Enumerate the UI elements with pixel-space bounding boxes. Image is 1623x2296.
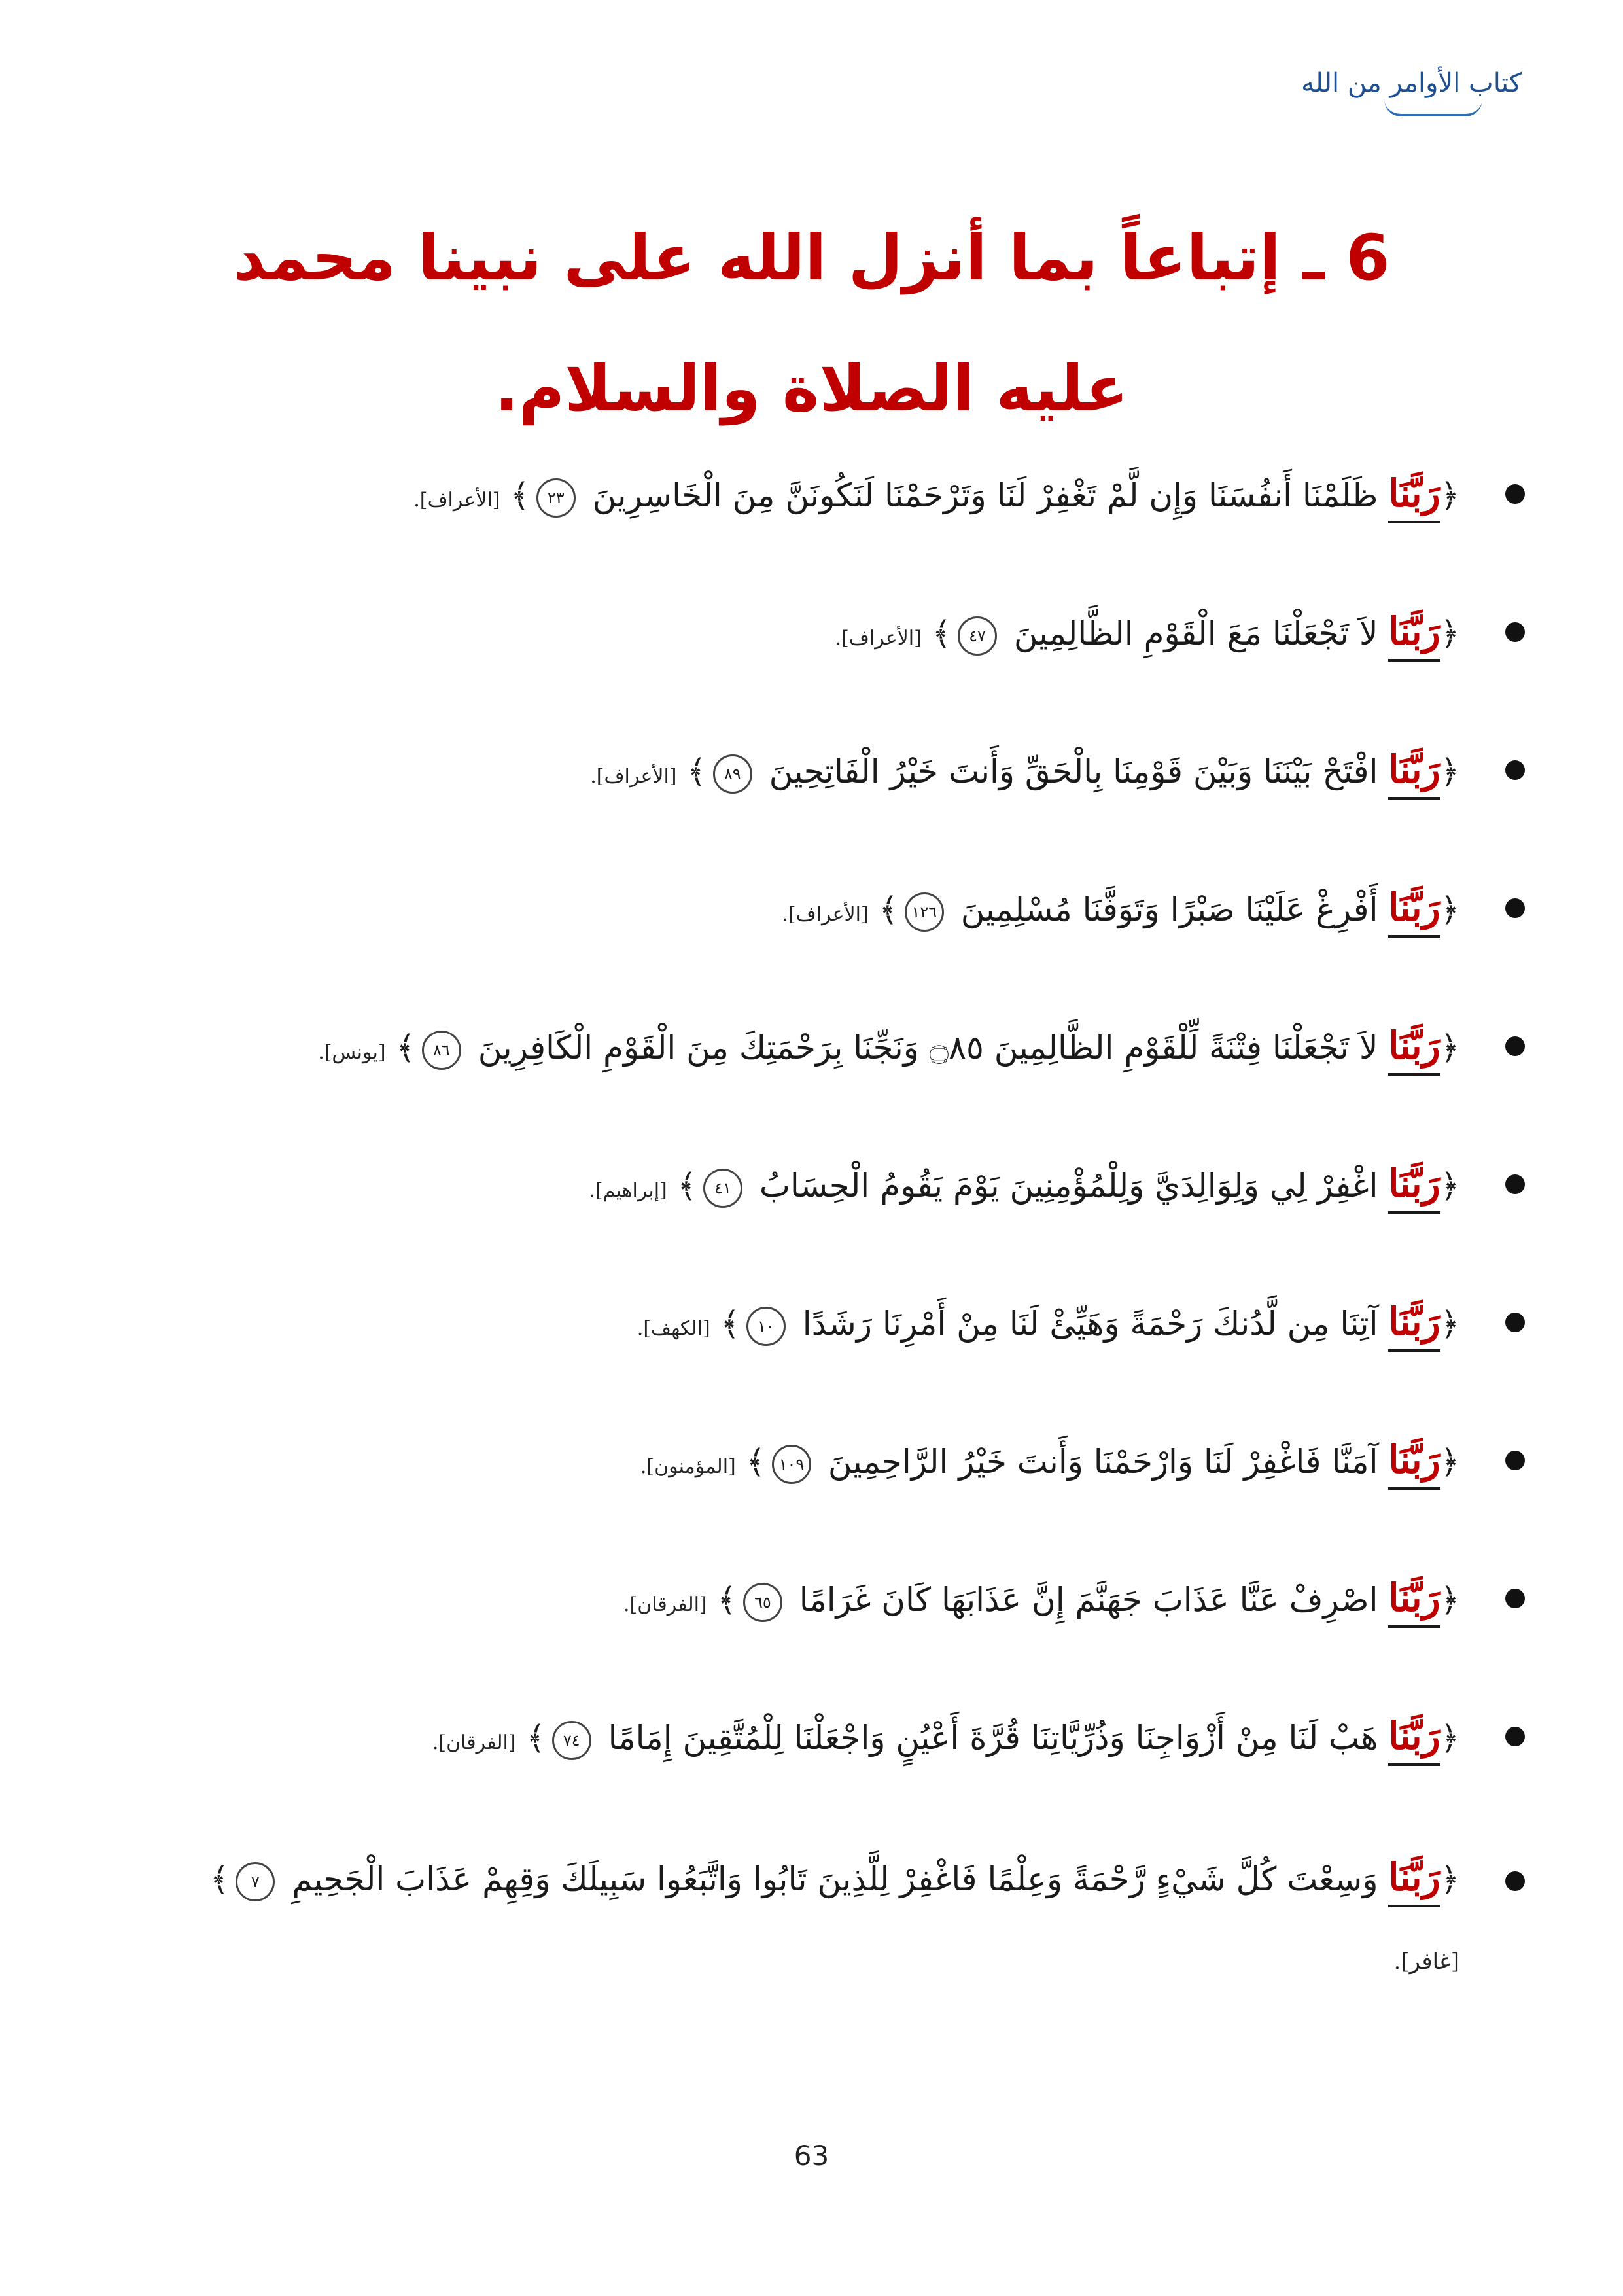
- open-bracket: ﴿: [1440, 476, 1459, 514]
- surah-reference: [الفرقان].: [623, 1593, 707, 1616]
- close-bracket: ﴾: [210, 1860, 230, 1898]
- verse-item: [105, 1530, 1525, 1668]
- verse-body: [210, 1855, 1459, 1901]
- verse-item: [105, 425, 1525, 563]
- rabbana-word: رَبَّنَا: [1388, 1299, 1440, 1352]
- bullet-icon: [1505, 1174, 1525, 1194]
- verse-item: [105, 839, 1525, 978]
- verse-item: [105, 701, 1525, 839]
- verse-item: [105, 978, 1525, 1116]
- bullet-icon: [1505, 1727, 1525, 1746]
- ayah-number: ٤١: [703, 1169, 742, 1208]
- bullet-icon: [1505, 898, 1525, 918]
- verse-text: اغْفِرْ لِي وَلِوَالِدَيَّ وَلِلْمُؤْمِنِينَ يَوْمَ يَقُومُ الْحِسَابُ: [759, 1167, 1378, 1205]
- verse-body: [318, 1023, 1459, 1070]
- bullet-icon: [1505, 1589, 1525, 1608]
- bullet-icon: [1505, 1871, 1525, 1891]
- rabbana-word: رَبَّنَا: [1388, 747, 1440, 800]
- verse-text: ظَلَمْنَا أَنفُسَنَا وَإِن لَّمْ تَغْفِرْ لَنَا وَتَرْحَمْنَا لَنَكُونَنَّ مِنَ الْخَاسِرِينَ: [592, 476, 1378, 514]
- book-label-ornament: [1384, 99, 1482, 116]
- surah-reference: [الأعراف].: [835, 627, 922, 650]
- open-bracket: ﴿: [1440, 1719, 1459, 1757]
- verse-item: [105, 1392, 1525, 1530]
- bullet-icon: [1505, 1313, 1525, 1332]
- verse-body: [637, 1299, 1459, 1346]
- open-bracket: ﴿: [1440, 752, 1459, 790]
- bullet-icon: [1505, 1451, 1525, 1470]
- rabbana-word: رَبَّنَا: [1388, 471, 1440, 523]
- surah-reference: [يونس].: [318, 1041, 386, 1064]
- verse-text: هَبْ لَنَا مِنْ أَزْوَاجِنَا وَذُرِّيَّاتِنَا قُرَّةَ أَعْيُنٍ وَاجْعَلْنَا لِلْمُتَّقِينَ إِمَامًا: [608, 1719, 1378, 1757]
- ayah-number: ١٠: [746, 1307, 786, 1346]
- open-bracket: ﴿: [1440, 1029, 1459, 1067]
- surah-reference: [الفرقان].: [432, 1731, 516, 1754]
- verse-text: آتِنَا مِن لَّدُنكَ رَحْمَةً وَهَيِّئْ لَنَا مِنْ أَمْرِنَا رَشَدًا: [802, 1305, 1378, 1343]
- close-bracket: ﴾: [932, 614, 952, 652]
- verse-body: [432, 1714, 1459, 1760]
- verse-text: وَسِعْتَ كُلَّ شَيْءٍ رَّحْمَةً وَعِلْمًا فَاغْفِرْ لِلَّذِينَ تَابُوا وَاتَّبَعُوا سَبِيلَكَ وَقِهِمْ عَذَابَ الْجَحِيمِ: [292, 1860, 1378, 1898]
- rabbana-word: رَبَّنَا: [1388, 1576, 1440, 1628]
- verse-body: [782, 885, 1459, 932]
- ayah-number: ٧٤: [552, 1721, 591, 1760]
- open-bracket: ﴿: [1440, 1167, 1459, 1205]
- ayah-number: ٨٩: [713, 754, 752, 794]
- verse-body: [835, 609, 1459, 656]
- ayah-number: ٧: [236, 1862, 275, 1901]
- rabbana-word: رَبَّنَا: [1388, 1023, 1440, 1076]
- verse-text: اصْرِفْ عَنَّا عَذَابَ جَهَنَّمَ إِنَّ عَذَابَهَا كَانَ غَرَامًا: [799, 1581, 1378, 1619]
- rabbana-word: رَبَّنَا: [1388, 1714, 1440, 1766]
- surah-reference: [إبراهيم].: [589, 1179, 667, 1202]
- surah-reference: [غافر].: [1393, 1949, 1459, 1975]
- verse-item: [105, 1116, 1525, 1254]
- ayah-number: ١٠٩: [772, 1445, 811, 1484]
- verse-item: [105, 1254, 1525, 1392]
- verse-body: [590, 747, 1459, 794]
- verse-text: آمَنَّا فَاغْفِرْ لَنَا وَارْحَمْنَا وَأَنتَ خَيْرُ الرَّاحِمِينَ: [828, 1443, 1378, 1481]
- verse-item: [105, 1806, 1525, 2009]
- surah-reference: [الكهف].: [637, 1317, 710, 1340]
- bullet-icon: [1505, 1036, 1525, 1056]
- verse-body: [413, 471, 1459, 518]
- ayah-number: ٨٦: [422, 1031, 461, 1070]
- verse-item: [105, 563, 1525, 701]
- ayah-number: ٦٥: [743, 1583, 782, 1622]
- surah-reference: [الأعراف].: [590, 765, 677, 788]
- verse-text: أَفْرِغْ عَلَيْنَا صَبْرًا وَتَوَفَّنَا مُسْلِمِينَ: [960, 891, 1378, 928]
- close-bracket: ﴾: [510, 476, 530, 514]
- bullet-icon: [1505, 484, 1525, 504]
- verse-text: لاَ تَجْعَلْنَا مَعَ الْقَوْمِ الظَّالِمِينَ: [1013, 614, 1378, 652]
- bullet-icon: [1505, 760, 1525, 780]
- surah-reference: [الأعراف].: [782, 903, 869, 926]
- close-bracket: ﴾: [879, 891, 898, 928]
- rabbana-word: رَبَّنَا: [1388, 1438, 1440, 1490]
- rabbana-word: رَبَّنَا: [1388, 885, 1440, 938]
- verse-text: لاَ تَجْعَلْنَا فِتْنَةً لِّلْقَوْمِ الظَّالِمِينَ ۝٨٥ وَنَجِّنَا بِرَحْمَتِكَ مِنَ الْقَوْمِ الْكَافِرِينَ: [478, 1029, 1378, 1067]
- open-bracket: ﴿: [1440, 1443, 1459, 1481]
- verse-item: [105, 1668, 1525, 1806]
- bullet-icon: [1505, 622, 1525, 642]
- close-bracket: ﴾: [526, 1719, 546, 1757]
- page-number: 63: [794, 2140, 829, 2172]
- ayah-number: ٤٧: [958, 616, 997, 656]
- close-bracket: ﴾: [746, 1443, 765, 1481]
- verse-body: [640, 1438, 1459, 1484]
- close-bracket: ﴾: [396, 1029, 415, 1067]
- surah-reference: [المؤمنون].: [640, 1455, 736, 1478]
- rabbana-word: رَبَّنَا: [1388, 1855, 1440, 1907]
- close-bracket: ﴾: [677, 1167, 697, 1205]
- rabbana-word: رَبَّنَا: [1388, 609, 1440, 662]
- close-bracket: ﴾: [720, 1305, 740, 1343]
- open-bracket: ﴿: [1440, 891, 1459, 928]
- rabbana-word: رَبَّنَا: [1388, 1161, 1440, 1214]
- ayah-number: ٢٣: [536, 478, 576, 518]
- close-bracket: ﴾: [717, 1581, 737, 1619]
- ayah-number: ١٢٦: [905, 892, 944, 932]
- surah-reference: [الأعراف].: [413, 489, 500, 512]
- verse-text: افْتَحْ بَيْنَنَا وَبَيْنَ قَوْمِنَا بِالْحَقِّ وَأَنتَ خَيْرُ الْفَاتِحِينَ: [769, 752, 1378, 790]
- section-heading: 6 ـ إتباعاً بما أنزل الله على نبينا محمد عليه الصلاة والسلام.: [233, 221, 1390, 426]
- open-bracket: ﴿: [1440, 1860, 1459, 1898]
- open-bracket: ﴿: [1440, 614, 1459, 652]
- book-label: كتاب الأوامر من الله: [1301, 68, 1522, 98]
- close-bracket: ﴾: [687, 752, 707, 790]
- verse-list: [105, 425, 1525, 2009]
- verse-body: [623, 1576, 1459, 1622]
- verse-body: [589, 1161, 1459, 1208]
- open-bracket: ﴿: [1440, 1305, 1459, 1343]
- open-bracket: ﴿: [1440, 1581, 1459, 1619]
